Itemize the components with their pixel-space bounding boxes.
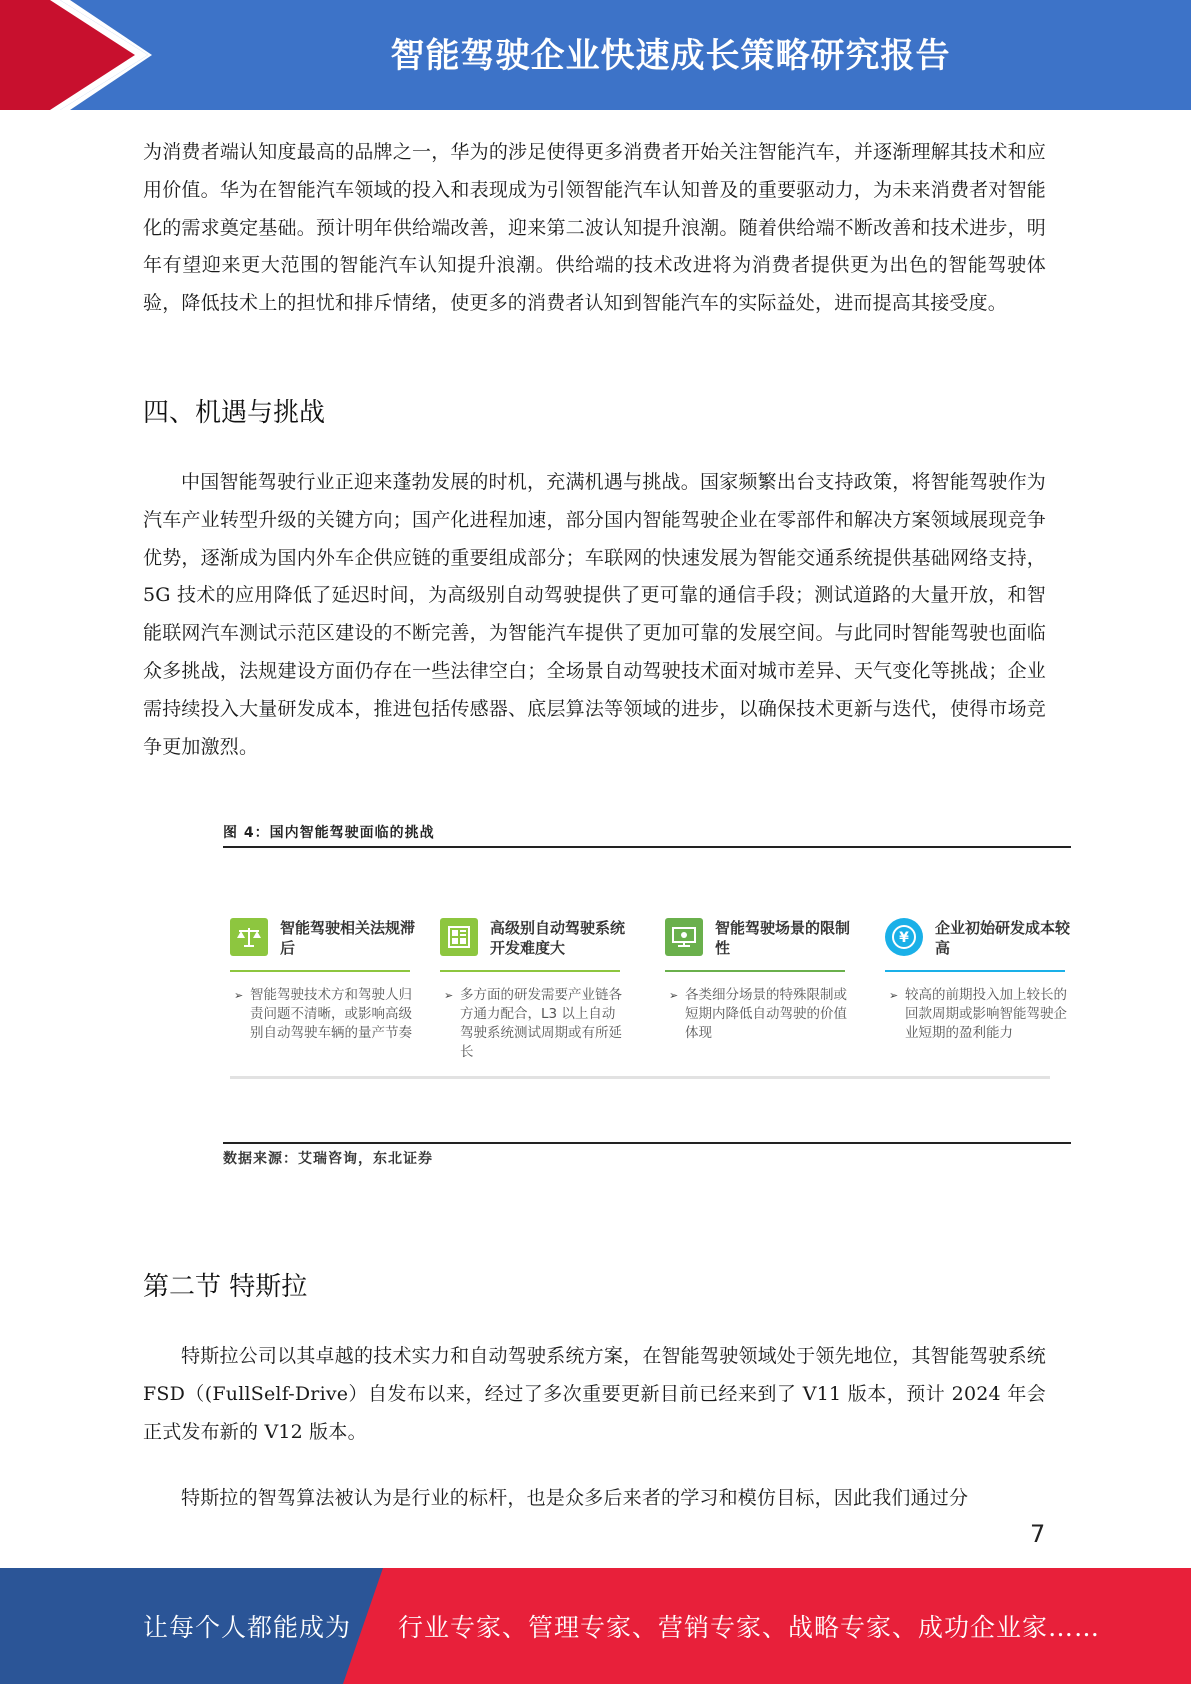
challenge-card (885, 918, 1071, 1078)
page-footer (0, 1568, 1191, 1684)
section-heading-tesla: 第二节 特斯拉 (143, 1272, 308, 1302)
challenge-cards (230, 918, 1071, 1078)
challenge-card-underline (885, 970, 1065, 972)
challenge-card-underline (440, 970, 620, 972)
footer-slogan-left: 让每个人都能成为 (143, 1613, 352, 1642)
challenge-card-title: 高级别自动驾驶系统开发难度大 (490, 919, 626, 957)
challenge-card-text: ➢ 智能驾驶技术方和驾驶人归责问题不清晰，或影响高级别自动驾驶车辆的量产节奏 (234, 986, 412, 1043)
svg-text:¥: ¥ (899, 930, 909, 946)
figure-source: 数据来源：艾瑞咨询，东北证券 (223, 1151, 433, 1167)
section-heading-opportunities: 四、机遇与挑战 (143, 398, 326, 428)
intro-paragraph: 为消费者端认知度最高的品牌之一，华为的涉足使得更多消费者开始关注智能汽车，并逐渐理解其技术和应用价值。华为在智能汽车领域的投入和表现成为引领智能汽车认知普及的重要驱动力，为未来消费者对智能化的需求奠定基础。预计明年供给端改善，迎来第二波认知提升浪潮。随着供给端不断改善和技术进步，明年有望迎来更大范围的智能汽车认知提升浪潮。供给端的技术改进将为消费者提供更为出色的智能驾驶体验，降低技术上的担忧和排斥情绪，使更多的消费者认知到智能汽车的实际益处，进而提高其接受度。 (143, 141, 1046, 315)
challenges-figure (205, 808, 1071, 1178)
challenge-card (230, 918, 416, 1078)
dashboard-icon (440, 918, 478, 956)
cards-baseline (230, 1076, 1050, 1079)
challenge-card (440, 918, 626, 1078)
challenge-card-text: ➢ 各类细分场景的特殊限制或短期内降低自动驾驶的价值体现 (669, 986, 847, 1043)
header-arrow-decoration (0, 0, 160, 110)
figure-bottom-rule (223, 1142, 1071, 1144)
yen-icon (885, 918, 923, 956)
tesla-paragraph-1: 特斯拉公司以其卓越的技术实力和自动驾驶系统方案，在智能驾驶领域处于领先地位，其智能驾驶系统 FSD（(FullSelf-Drive）自发布以来，经过了多次重要更新目前已经来到了 V11 版本，预计 2024 年会正式发布新的 V12 版本。 (143, 1345, 1046, 1443)
scales-icon (230, 918, 268, 956)
monitor-icon (665, 918, 703, 956)
opportunities-paragraph: 中国智能驾驶行业正迎来蓬勃发展的时机，充满机遇与挑战。国家频繁出台支持政策，将智能驾驶作为汽车产业转型升级的关键方向；国产化进程加速，部分国内智能驾驶企业在零部件和解决方案领域展现竞争优势，逐渐成为国内外车企供应链的重要组成部分；车联网的快速发展为智能交通系统提供基础网络支持，5G 技术的应用降低了延迟时间，为高级别自动驾驶提供了更可靠的通信手段；测试道路的大量开放，和智能联网汽车测试示范区建设的不断完善，为智能汽车提供了更加可靠的发展空间。与此同时智能驾驶也面临众多挑战，法规建设方面仍存在一些法律空白；全场景自动驾驶技术面对城市差异、天气变化等挑战；企业需持续投入大量研发成本，推进包括传感器、底层算法等领域的进步，以确保技术更新与迭代，使得市场竞争更加激烈。 (143, 471, 1046, 758)
challenge-card-underline (665, 970, 845, 972)
challenge-card-text: ➢ 较高的前期投入加上较长的回款周期或影响智能驾驶企业短期的盈利能力 (889, 986, 1067, 1043)
page-number: 7 (1030, 1520, 1046, 1548)
report-title: 智能驾驶企业快速成长策略研究报告 (390, 36, 951, 76)
figure-caption: 图 4：国内智能驾驶面临的挑战 (223, 825, 435, 841)
page-header (0, 0, 1191, 110)
challenge-card-title: 企业初始研发成本较高 (935, 919, 1071, 957)
challenge-card-underline (230, 970, 410, 972)
footer-slogan-right: 行业专家、管理专家、营销专家、战略专家、成功企业家…… (398, 1613, 1101, 1642)
challenge-card-title: 智能驾驶相关法规滞后 (280, 919, 416, 957)
figure-top-rule (223, 846, 1071, 848)
challenge-card-text: ➢ 多方面的研发需要产业链各方通力配合，L3 以上自动驾驶系统测试周期或有所延长 (444, 986, 622, 1062)
challenge-card-title: 智能驾驶场景的限制性 (715, 919, 851, 957)
challenge-card (665, 918, 851, 1078)
tesla-paragraph-2: 特斯拉的智驾算法被认为是行业的标杆，也是众多后来者的学习和模仿目标，因此我们通过分 (181, 1487, 969, 1509)
